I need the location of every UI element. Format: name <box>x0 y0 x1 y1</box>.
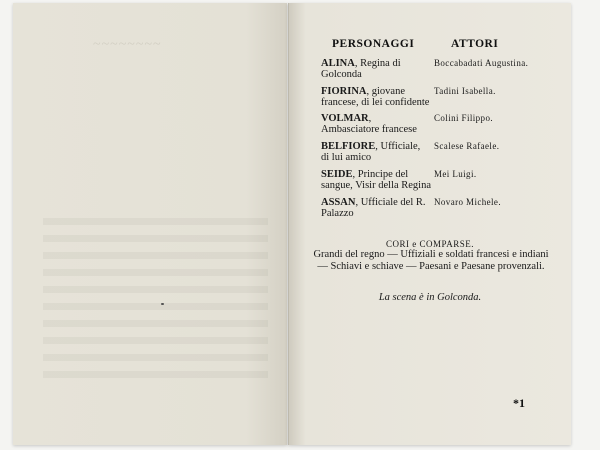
bleed-through-title: ~~~~~~~~ <box>93 37 162 52</box>
actor-name: Mei Luigi. <box>434 169 477 179</box>
character-role: , Principe del sangue, Visir della Regina <box>321 169 431 191</box>
cori-text: Grandi del regno — Uffiziali e soldati francesi e indiani — Schiavi e schiave — Paesani e Paesane provenzali. <box>313 249 549 272</box>
character-role: , Ambasciatore francese <box>321 113 417 135</box>
bleed-through-line <box>43 303 268 310</box>
bleed-through-line <box>43 286 268 293</box>
character-name: ALINA <box>321 58 355 69</box>
bleed-through-line <box>43 218 268 225</box>
character-name: BELFIORE <box>321 141 376 152</box>
cori-title: CORI e COMPARSE. <box>386 239 474 249</box>
character <box>321 169 431 191</box>
character-role: , Ufficiale, di lui amico <box>321 141 421 163</box>
actor-name: Boccabadati Augustina. <box>434 58 529 68</box>
header-attori: ATTORI <box>451 38 499 50</box>
page-number: *1 <box>513 396 525 410</box>
bleed-through-line <box>43 354 268 361</box>
ink-speck <box>161 303 164 305</box>
bleed-through-line <box>43 371 268 378</box>
character <box>321 58 431 80</box>
right-page <box>288 3 571 445</box>
bleed-through-line <box>43 269 268 276</box>
character <box>321 197 431 219</box>
bleed-through-line <box>43 252 268 259</box>
actor-name: Scalese Rafaele. <box>434 141 500 151</box>
character-role: , Regina di Golconda <box>321 58 401 80</box>
character-role: , giovane francese, di lei confidente <box>321 86 430 108</box>
character <box>321 141 431 163</box>
bleed-through-line <box>43 337 268 344</box>
character <box>321 113 431 135</box>
actor-name: Novaro Michele. <box>434 197 501 207</box>
character-name: SEIDE <box>321 169 353 180</box>
actor-name: Tadini Isabella. <box>434 86 496 96</box>
character-name: ASSAN <box>321 197 356 208</box>
actor-name: Colini Filippo. <box>434 113 494 123</box>
character-name: VOLMAR <box>321 113 369 124</box>
scene-setting: La scena è in Golconda. <box>378 292 482 303</box>
left-page <box>13 3 287 445</box>
character-role: , Ufficiale del R. Palazzo <box>321 197 426 219</box>
header-personaggi: PERSONAGGI <box>332 38 415 50</box>
character <box>321 86 431 108</box>
bleed-through-line <box>43 235 268 242</box>
bleed-through-line <box>43 320 268 327</box>
character-name: FIORINA <box>321 86 367 97</box>
